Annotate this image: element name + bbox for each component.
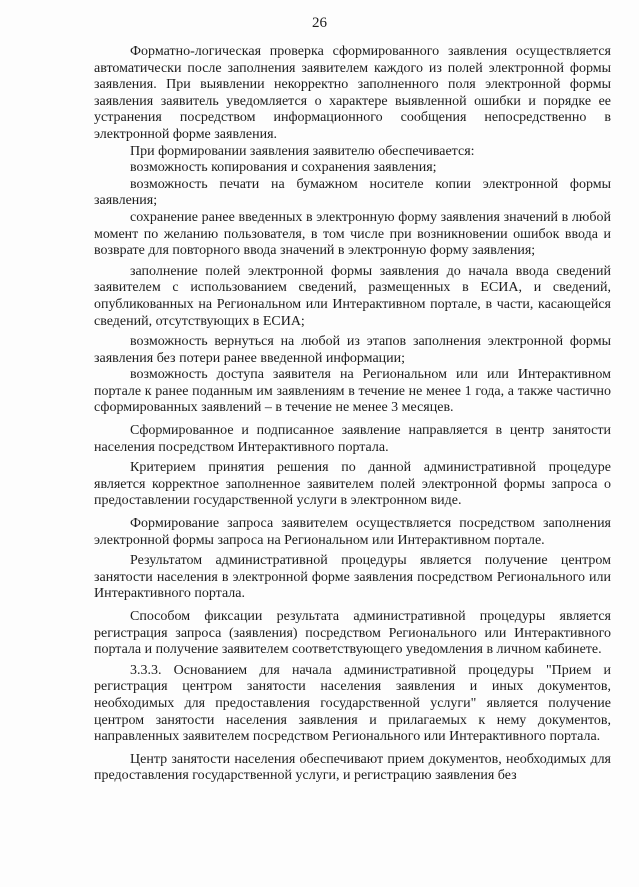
page-number: 26 xyxy=(312,15,327,31)
paragraph-criterion: Критерием принятия решения по данной административной процедуре является корректное заполненное заявителем полей электронной формы запроса о предоставлении государственной услуги в электронном виде. xyxy=(94,460,611,509)
paragraph-submission: Сформированное и подписанное заявление направляется в центр занятости населения посредством Интерактивного портала. xyxy=(94,423,611,455)
paragraph-reception: Центр занятости населения обеспечивают прием документов, необходимых для предоставления государственной услуги, и регистрацию заявления без xyxy=(94,751,611,784)
paragraph-prefill-esia: заполнение полей электронной формы заявления до начала ввода сведений заявителем с использованием сведений, размещенных в ЕСИА, и сведений, опубликованных на Региональном или Интерактивном портале, в части, касающейся сведений, отсутствующих в ЕСИА; xyxy=(94,263,611,329)
paragraph-return-step: возможность вернуться на любой из этапов заполнения электронной формы заявления без потери ранее введенной информации; xyxy=(94,334,611,366)
paragraph-format-check: Форматно-логическая проверка сформированного заявления осуществляется автоматически после заполнения заявителем каждого из полей электронной формы заявления. При выявлении некорректно заполненного поля электронной формы заявления заявитель уведомляется о характере выявленной ошибки и порядке ее устранения посредством информационного сообщения непосредственно в электронной форме заявления. xyxy=(94,44,611,142)
paragraph-request-forming: Формирование запроса заявителем осуществляется посредством заполнения электронной формы запроса на Региональном или Интерактивном портале. xyxy=(94,516,611,548)
paragraph-copy-save: возможность копирования и сохранения заявления; xyxy=(130,160,437,176)
document-body xyxy=(94,44,611,785)
paragraph-print: возможность печати на бумажном носителе копии электронной формы заявления; xyxy=(94,176,611,209)
paragraph-3-3-3: 3.3.3. Основанием для начала административной процедуры "Прием и регистрация центром занятости населения заявления и иных документов, необходимых для предоставления государственной услуги" является получение центром занятости населения заявления и прилагаемых к нему документов, направленных заявителем посредством Регионального или Интерактивного портала. xyxy=(94,662,611,745)
paragraph-result: Результатом административной процедуры является получение центром занятости населения в электронной форме заявления посредством Регионального или Интерактивного портала. xyxy=(94,553,611,602)
paragraph-provided-features-intro: При формировании заявления заявителю обеспечивается: xyxy=(130,143,475,159)
paragraph-save-values: сохранение ранее введенных в электронную форму заявления значений в любой момент по желанию пользователя, в том числе при возникновении ошибок ввода и возврате для повторного ввода значений в электронную форму заявления; xyxy=(94,209,611,259)
paragraph-fixation: Способом фиксации результата административной процедуры является регистрация запроса (заявления) посредством Регионального или Интерактивного портала и получение заявителем соответствующего уведомления в личном кабинете. xyxy=(94,609,611,658)
paragraph-access-history: возможность доступа заявителя на Региональном или или Интерактивном портале к ранее поданным им заявлениям в течение не менее 1 года, а также частично сформированных заявлений – в течение не менее 3 месяцев. xyxy=(94,367,611,416)
